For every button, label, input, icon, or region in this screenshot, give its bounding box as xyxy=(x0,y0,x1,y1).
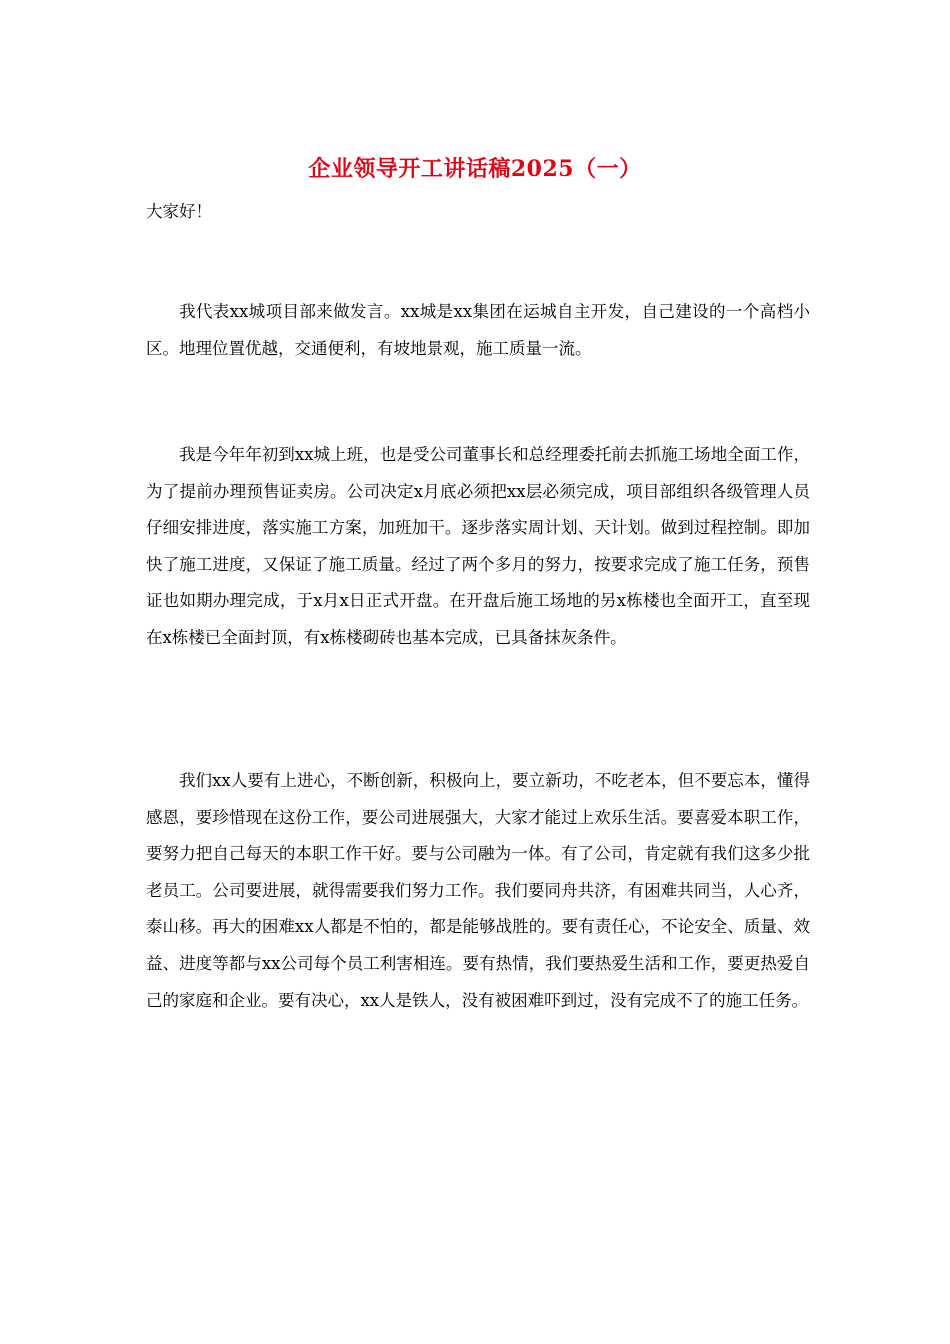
paragraph-2: 我是今年年初到xx城上班，也是受公司董事长和总经理委托前去抓施工场地全面工作，为了提前办理预售证卖房。公司决定x月底必须把xx层必须完成，项目部组织各级管理人员仔细安排进度，落实施工方案，加班加干。逐步落实周计划、天计划。做到过程控制。即加快了施工进度，又保证了施工质量。经过了两个多月的努力，按要求完成了施工任务，预售证也如期办理完成，于x月x日正式开盘。在开盘后施工场地的另x栋楼也全面开工，直至现在x栋楼已全面封顶，有x栋楼砌砖也基本完成，已具备抹灰条件。 xyxy=(146,445,810,647)
greeting-text: 大家好！ xyxy=(146,202,212,221)
paragraph-3: 我们xx人要有上进心，不断创新，积极向上，要立新功，不吃老本，但不要忘本，懂得感恩，要珍惜现在这份工作，要公司进展强大，大家才能过上欢乐生活。要喜爱本职工作，要努力把自己每天的本职工作干好。要与公司融为一体。有了公司，肯定就有我们这多少批老员工。公司要进展，就得需要我们努力工作。我们要同舟共济，有困难共同当，人心齐，泰山移。再大的困难xx人都是不怕的，都是能够战胜的。要有责任心，不论安全、质量、效益、进度等都与xx公司每个员工利害相连。要有热情，我们要热爱生活和工作，要更热爱自己的家庭和企业。要有决心，xx人是铁人，没有被困难吓到过，没有完成不了的施工任务。 xyxy=(146,771,810,1010)
paragraph-1: 我代表xx城项目部来做发言。xx城是xx集团在运城自主开发，自己建设的一个高档小区。地理位置优越，交通便利，有坡地景观，施工质量一流。 xyxy=(146,302,810,358)
document-title: 企业领导开工讲话稿2025（一） xyxy=(308,156,642,182)
